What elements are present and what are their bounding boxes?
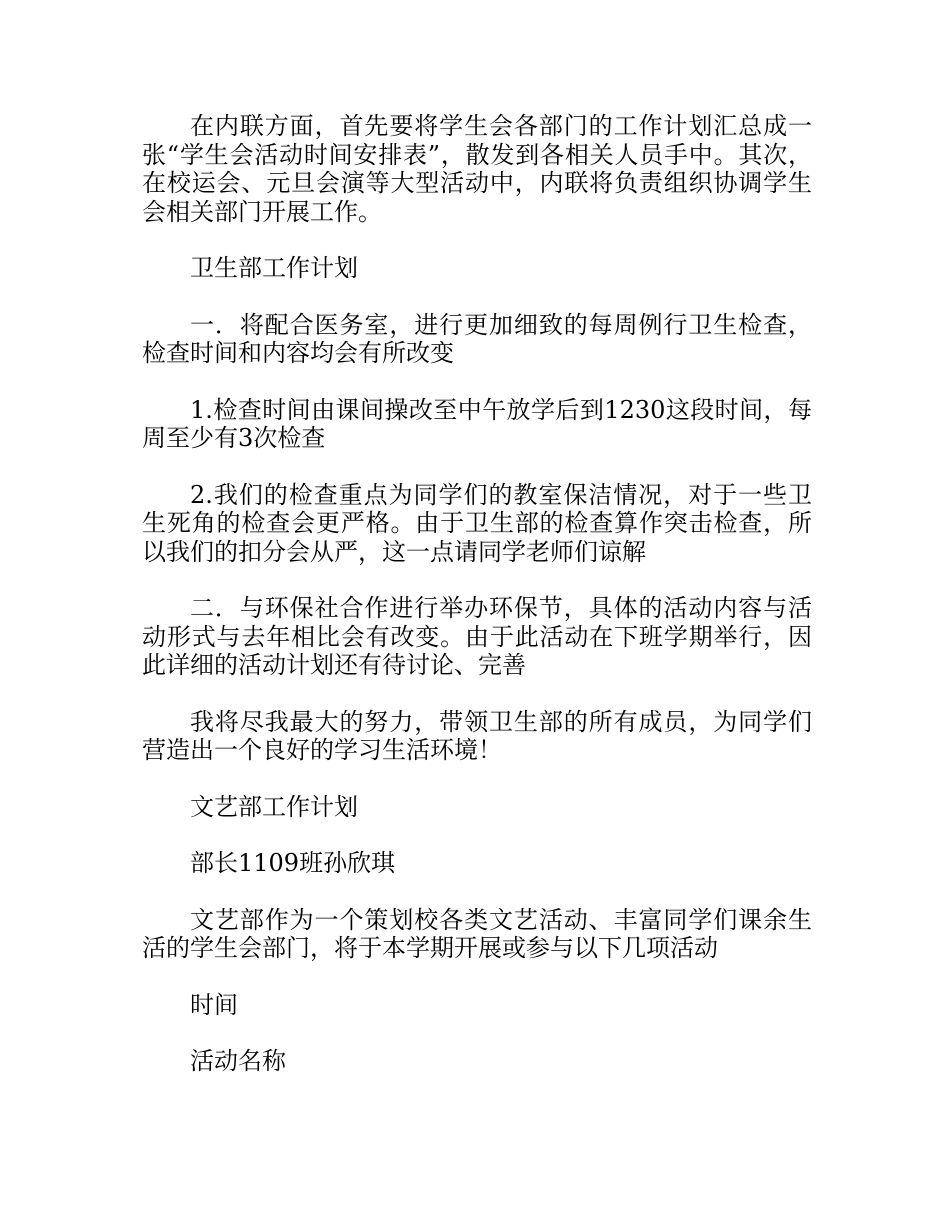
label-time: 时间 [190,990,238,1019]
paragraph-arts-minister: 部长1109班孙欣琪 [190,849,396,877]
heading-health-dept-plan: 卫生部工作计划 [190,254,358,282]
paragraph-health-subitem-1: 1.检查时间由课间操改至中午放学后到1230这段时间，每周至少有3次检查 [142,395,812,452]
paragraph-health-item-1: 一．将配合医务室，进行更加细致的每周例行卫生检查，检查时间和内容均会有所改变 [142,310,812,367]
paragraph-health-closing: 我将尽我最大的努力，带领卫生部的所有成员，为同学们营造出一个良好的学习生活环境！ [142,707,812,764]
heading-arts-dept-plan: 文艺部工作计划 [190,792,358,821]
paragraph-health-item-2: 二．与环保社合作进行举办环保节，具体的活动内容与活动形式与去年相比会有改变。由于此活动在下班学期举行，因此详细的活动计划还有待讨论、完善 [142,594,812,679]
label-activity-name: 活动名称 [190,1047,286,1075]
document-page [142,112,812,1104]
paragraph-arts-intro: 文艺部作为一个策划校各类文艺活动、丰富同学们课余生活的学生会部门，将于本学期开展或参与以下几项活动 [142,905,812,962]
paragraph-health-subitem-2: 2.我们的检查重点为同学们的教室保洁情况，对于一些卫生死角的检查会更严格。由于卫生部的检查算作突击检查，所以我们的扣分会从严，这一点请同学老师们谅解 [142,480,812,566]
paragraph-neilian-intro: 在内联方面，首先要将学生会各部门的工作计划汇总成一张“学生会活动时间安排表”，散发到各相关人员手中。其次，在校运会、元旦会演等大型活动中，内联将负责组织协调学生会相关部门开展工作。 [142,112,812,226]
